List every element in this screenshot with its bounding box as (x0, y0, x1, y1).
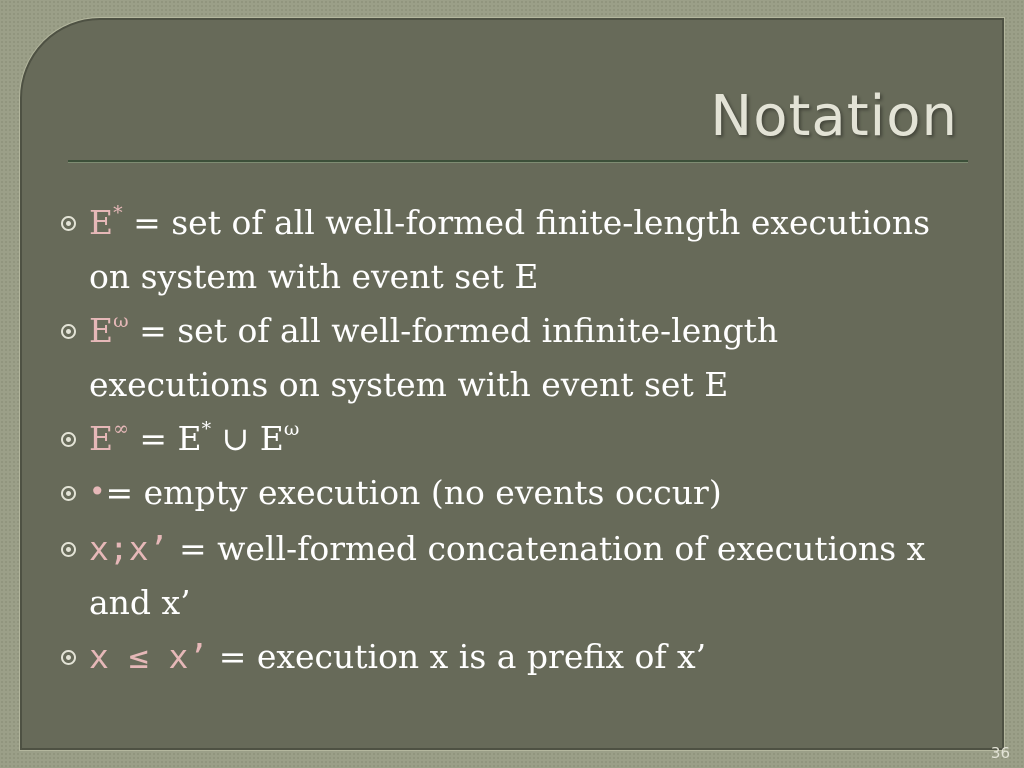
bullet-symbol: x;x’ (89, 529, 169, 568)
slide-title: Notation (710, 84, 958, 149)
bullet-icon (61, 324, 76, 339)
bullet-list (57, 196, 957, 684)
bullet-symbol: • (89, 475, 106, 508)
bullet-symbol: E* (89, 202, 123, 242)
bullet-symbol: E∞ (89, 418, 129, 458)
bullet-icon (61, 216, 76, 231)
bullet-empty-execution (57, 466, 957, 522)
slide-panel (20, 18, 1004, 750)
bullet-icon (61, 542, 76, 557)
bullet-concatenation (57, 522, 957, 630)
bullet-text: = set of all well-formed finite-length executions on system with event set E (89, 203, 931, 296)
bullet-text: = empty execution (no events occur) (105, 473, 722, 512)
title-divider (68, 160, 968, 162)
bullet-text: = E* ∪ $E^\omega$ (128, 418, 300, 458)
bullet-text: = well-formed concatenation of executions x and x’ (89, 529, 926, 622)
bullet-icon (61, 432, 76, 447)
bullet-infinite-executions (57, 304, 957, 412)
bullet-icon (61, 486, 76, 501)
bullet-prefix (57, 630, 957, 684)
page-number: 36 (990, 744, 1010, 762)
bullet-symbol: x ≤ x’ (89, 637, 209, 676)
bullet-all-executions (57, 412, 957, 466)
bullet-icon (61, 650, 76, 665)
bullet-symbol: $E^\omega$ (89, 310, 129, 350)
bullet-finite-executions (57, 196, 957, 304)
bullet-text: = set of all well-formed infinite-length executions on system with event set E (89, 311, 779, 404)
bullet-text: = execution x is a prefix of x’ (208, 637, 707, 676)
